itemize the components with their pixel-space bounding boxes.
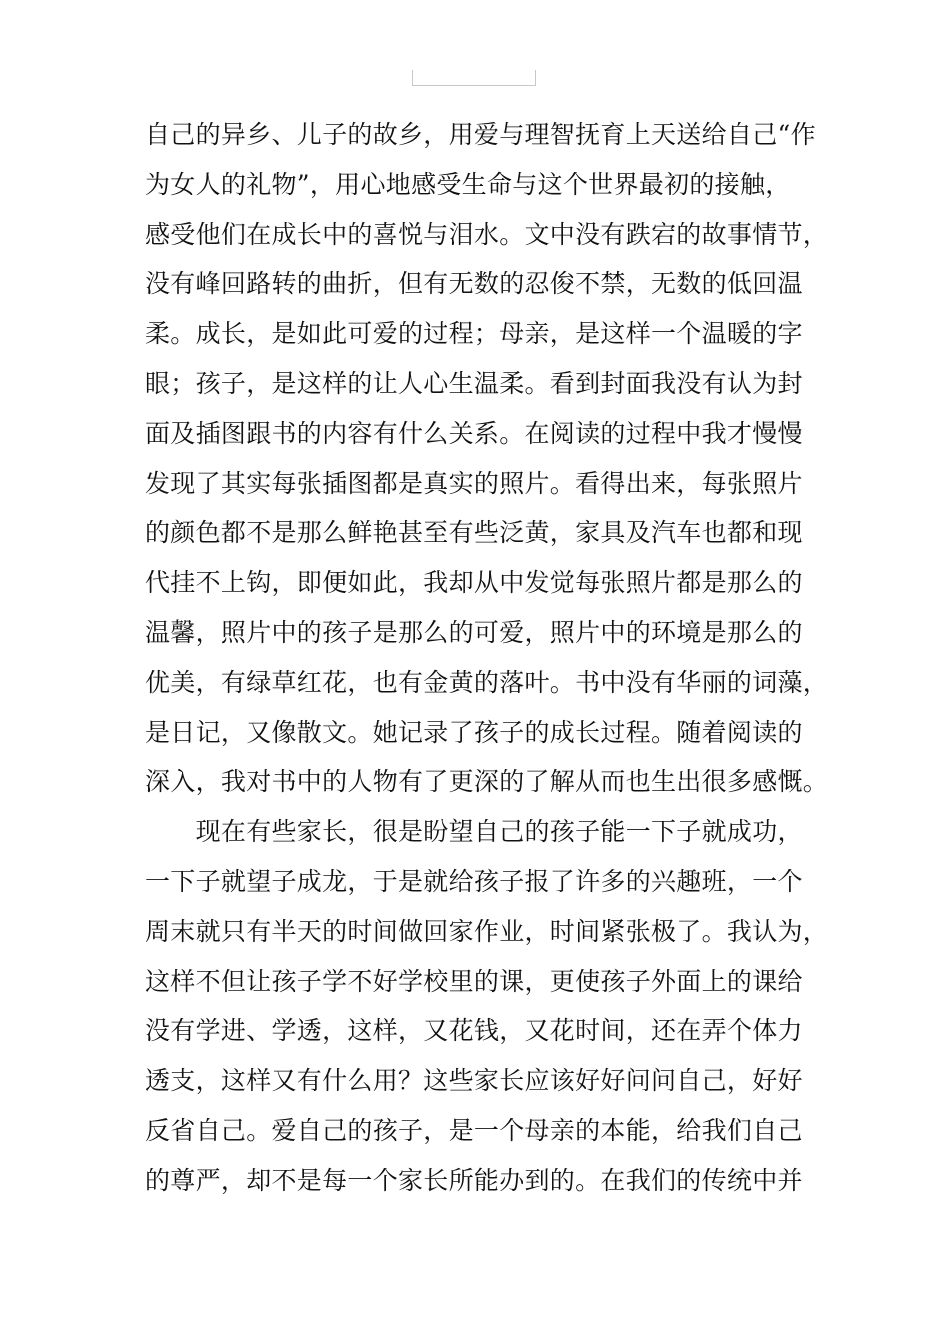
text-line: 眼；孩子，是这样的让人心生温柔。看到封面我没有认为封 — [145, 368, 803, 398]
text-line: 面及插图跟书的内容有什么关系。在阅读的过程中我才慢慢 — [145, 418, 803, 448]
text-line: 的颜色都不是那么鲜艳甚至有些泛黄，家具及汽车也都和现 — [145, 518, 803, 548]
text-line: 深入，我对书中的人物有了更深的了解从而也生出很多感慨。 — [145, 767, 829, 797]
text-line: 柔。成长，是如此可爱的过程；母亲，是这样一个温暖的字 — [145, 319, 803, 349]
text-line: 代挂不上钩，即便如此，我却从中发觉每张照片都是那么的 — [145, 568, 803, 598]
text-line: 是日记，又像散文。她记录了孩子的成长过程。随着阅读的 — [145, 717, 803, 747]
header-bracket — [412, 70, 536, 86]
text-line: 为女人的礼物”，用心地感受生命与这个世界最初的接触， — [145, 169, 791, 199]
text-line: 没有峰回路转的曲折，但有无数的忍俊不禁，无数的低回温 — [145, 269, 803, 299]
text-line: 发现了其实每张插图都是真实的照片。看得出来，每张照片 — [145, 468, 803, 498]
text-line: 一下子就望子成龙，于是就给孩子报了许多的兴趣班，一个 — [145, 866, 803, 896]
text-line: 反省自己。爱自己的孩子，是一个母亲的本能，给我们自己 — [145, 1115, 803, 1145]
text-line: 的尊严，却不是每一个家长所能办到的。在我们的传统中并 — [145, 1165, 803, 1195]
text-line: 感受他们在成长中的喜悦与泪水。文中没有跌宕的故事情节， — [145, 219, 829, 249]
text-line: 温馨，照片中的孩子是那么的可爱，照片中的环境是那么的 — [145, 617, 803, 647]
text-line: 没有学进、学透，这样，又花钱，又花时间，还在弄个体力 — [145, 1016, 803, 1046]
text-line: 自己的异乡、儿子的故乡，用爱与理智抚育上天送给自己“作 — [145, 120, 816, 149]
text-line: 透支，这样又有什么用？这些家长应该好好问问自己，好好 — [145, 1066, 803, 1096]
text-line: 优美，有绿草红花，也有金黄的落叶。书中没有华丽的词藻， — [145, 667, 829, 697]
text-line: 现在有些家长，很是盼望自己的孩子能一下子就成功， — [145, 817, 803, 847]
text-line: 这样不但让孩子学不好学校里的课，更使孩子外面上的课给 — [145, 966, 803, 996]
body-text — [145, 110, 829, 1206]
text-line: 周末就只有半天的时间做回家作业，时间紧张极了。我认为， — [145, 916, 829, 946]
